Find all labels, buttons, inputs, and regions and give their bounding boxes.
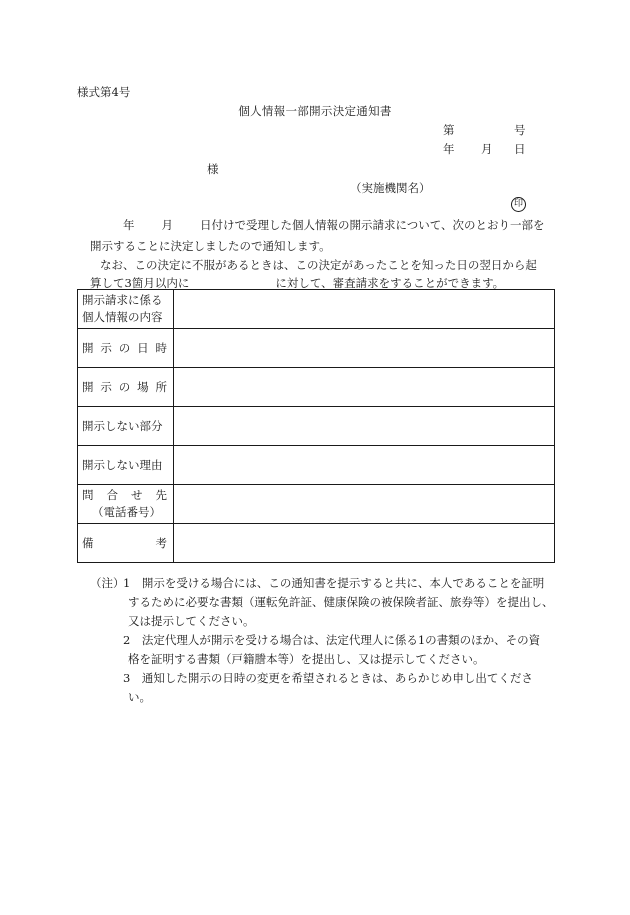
notes-tag: （注） bbox=[90, 576, 125, 590]
table-row bbox=[78, 329, 555, 368]
table-row bbox=[78, 485, 555, 524]
label-disclosure-datetime: 開 示 の 日 時 bbox=[78, 329, 174, 368]
date-month: 月 bbox=[481, 142, 493, 156]
body-text: に対して、審査請求をすることができます。 bbox=[275, 276, 505, 290]
value-contact[interactable] bbox=[174, 485, 555, 524]
number-prefix: 第 bbox=[443, 123, 455, 137]
number-suffix: 号 bbox=[514, 123, 526, 137]
value-disclosure-datetime[interactable] bbox=[174, 329, 555, 368]
note-1-line-1: 1 開示を受ける場合には、この通知書を提示すると共に、本人であることを証明 bbox=[123, 576, 545, 590]
note-2-line-1: 2 法定代理人が開示を受ける場合は、法定代理人に係る1の書類のほか、その資 bbox=[123, 633, 541, 647]
note-2-line-2: 格を証明する書類（戸籍謄本等）を提出し、又は提示してください。 bbox=[128, 652, 485, 666]
body-text: 算して3箇月以内に bbox=[90, 276, 190, 290]
body-year: 年 bbox=[123, 218, 135, 232]
label-undisclosed-reason: 開示しない理由 bbox=[78, 446, 174, 485]
note-3-line-2: い。 bbox=[128, 690, 151, 704]
agency-name: （実施機関名） bbox=[350, 181, 431, 195]
table-row bbox=[78, 524, 555, 563]
label-contact: 問 合 せ 先 （電話番号） bbox=[78, 485, 174, 524]
body-text: 日付けで受理した個人情報の開示請求について、次のとおり一部を bbox=[200, 218, 545, 232]
note-1-line-2: するために必要な書類（運転免許証、健康保険の被保険者証、旅券等）を提出し、 bbox=[128, 595, 554, 609]
seal-icon: 印 bbox=[511, 197, 526, 212]
disclosure-table bbox=[77, 289, 555, 563]
label-disclosure-place: 開 示 の 場 所 bbox=[78, 368, 174, 407]
form-number: 様式第4号 bbox=[77, 85, 131, 99]
table-row bbox=[78, 446, 555, 485]
date-day: 日 bbox=[514, 142, 526, 156]
value-remarks[interactable] bbox=[174, 524, 555, 563]
table-row bbox=[78, 368, 555, 407]
label-request-content: 開示請求に係る 個人情報の内容 bbox=[78, 290, 174, 329]
value-request-content[interactable] bbox=[174, 290, 555, 329]
document-title: 個人情報一部開示決定通知書 bbox=[238, 104, 392, 118]
value-disclosure-place[interactable] bbox=[174, 368, 555, 407]
note-3-line-1: 3 通知した開示の日時の変更を希望されるときは、あらかじめ申し出てくださ bbox=[123, 671, 533, 685]
table-row bbox=[78, 407, 555, 446]
body-paragraph-1-line-2: 開示することに決定しましたので通知します。 bbox=[90, 239, 331, 253]
value-undisclosed-reason[interactable] bbox=[174, 446, 555, 485]
date-year: 年 bbox=[443, 142, 455, 156]
note-1-line-3: 又は提示してください。 bbox=[128, 614, 255, 628]
label-remarks: 備 考 bbox=[78, 524, 174, 563]
body-paragraph-1-line-1 bbox=[123, 215, 545, 236]
recipient-suffix: 様 bbox=[207, 162, 219, 176]
table-row bbox=[78, 290, 555, 329]
body-month: 月 bbox=[161, 218, 173, 232]
label-undisclosed-part: 開示しない部分 bbox=[78, 407, 174, 446]
value-undisclosed-part[interactable] bbox=[174, 407, 555, 446]
body-paragraph-2-line-1: なお、この決定に不服があるときは、この決定があったことを知った日の翌日から起 bbox=[100, 258, 537, 272]
